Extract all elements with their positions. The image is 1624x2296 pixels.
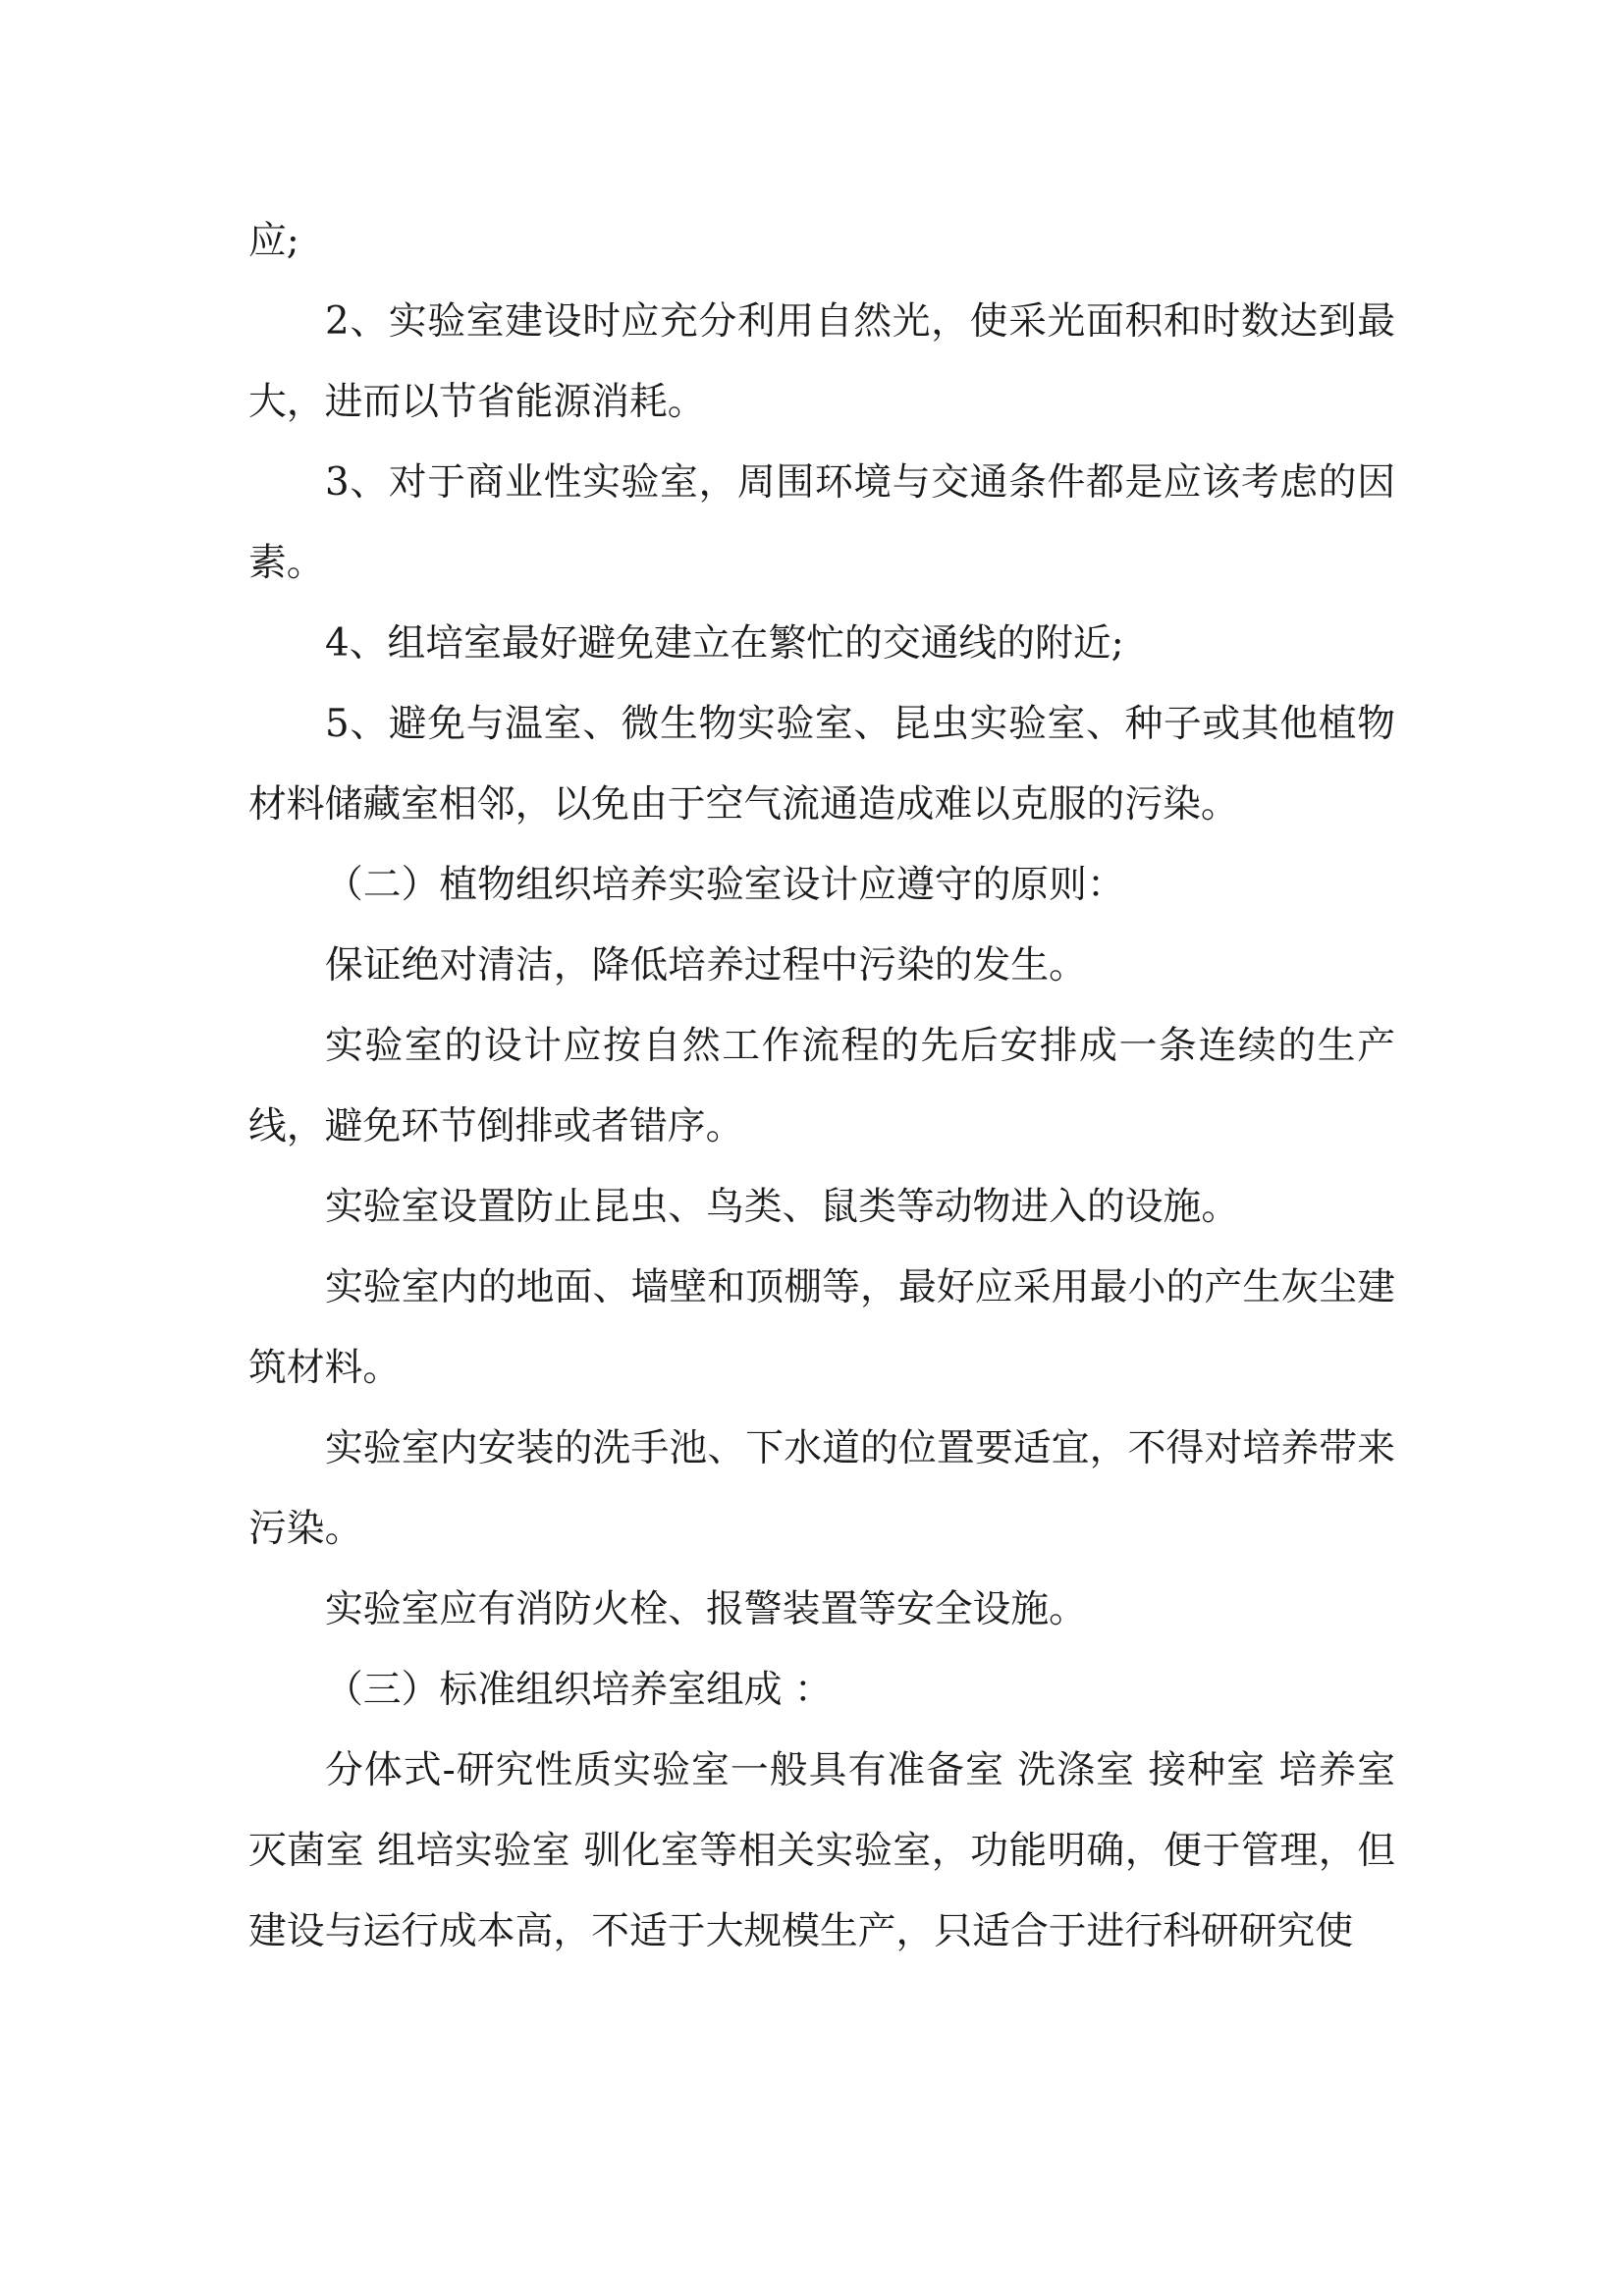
paragraph-2: 2、实验室建设时应充分利用自然光，使采光面积和时数达到最大，进而以节省能源消耗。 [248,299,1395,424]
paragraph-8: 实验室的设计应按自然工作流程的先后安排成一条连续的生产线，避免环节倒排或者错序。 [248,1024,1395,1148]
paragraph-9: 实验室设置防止昆虫、鸟类、鼠类等动物进入的设施。 [325,1185,1240,1229]
document-body [248,201,1395,1972]
paragraph-7: 保证绝对清洁，降低培养过程中污染的发生。 [325,943,1087,988]
paragraph-11: 实验室内安装的洗手池、下水道的位置要适宜，不得对培养带来污染。 [248,1426,1395,1551]
paragraph-14: 分体式-研究性质实验室一般具有准备室 洗涤室 接种室 培养室 灭菌室 组培实验室 驯化室等相关实验室，功能明确，便于管理，但建设与运行成本高，不适于大规模生产，只适合于进行科研研究使 [248,1748,1395,1953]
section-heading-2: （二）植物组织培养实验室设计应遵守的原则： [325,863,1125,907]
paragraph-12: 实验室应有消防火栓、报警装置等安全设施。 [325,1587,1087,1631]
paragraph-4: 4、组培室最好避免建立在繁忙的交通线的附近; [325,621,1124,666]
paragraph-10: 实验室内的地面、墙壁和顶棚等，最好应采用最小的产生灰尘建筑材料。 [248,1265,1395,1390]
paragraph-5: 5、避免与温室、微生物实验室、昆虫实验室、种子或其他植物材料储藏室相邻，以免由于空气流通造成难以克服的污染。 [248,702,1395,827]
paragraph-1: 应; [248,219,299,263]
section-heading-3: （三）标准组织培养室组成 ： [325,1668,833,1712]
paragraph-3: 3、对于商业性实验室，周围环境与交通条件都是应该考虑的因素。 [248,460,1395,585]
